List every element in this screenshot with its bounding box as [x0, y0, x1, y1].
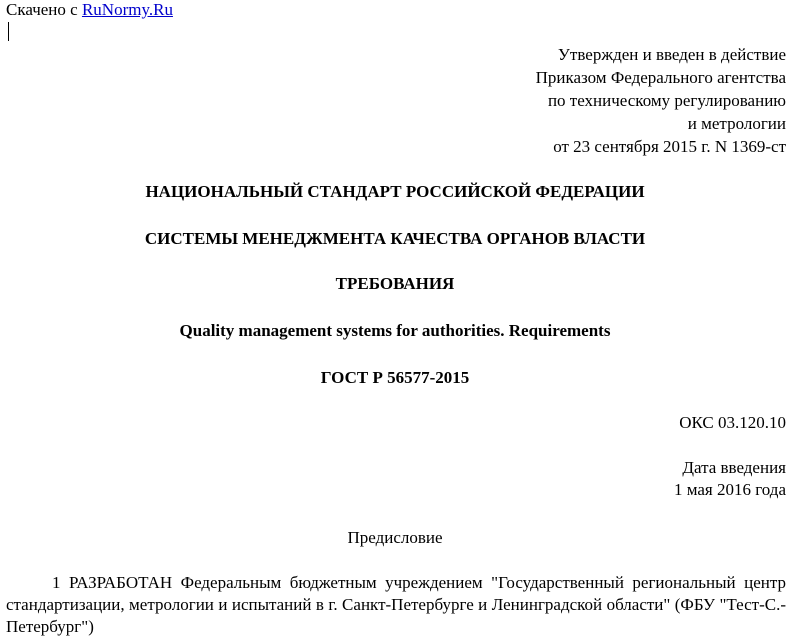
oks-code: ОКС 03.120.10 — [679, 413, 786, 432]
approval-line: Приказом Федерального агентства — [535, 68, 786, 87]
preface-paragraph: 1 РАЗРАБОТАН Федеральным бюджетным учреждением "Государственный региональный центр стандартизации, метрологии и испытаний в г. Санкт-Петербурге и Ленинградской области" (ФБУ "Тест-С.-Петербург") — [6, 573, 786, 636]
source-link[interactable]: RuNormy.Ru — [81, 0, 173, 19]
english-title: Quality management systems for authorities. Requirements — [179, 321, 611, 340]
approval-line: от 23 сентября 2015 г. N 1369-ст — [553, 137, 786, 156]
system-title: СИСТЕМЫ МЕНЕДЖМЕНТА КАЧЕСТВА ОРГАНОВ ВЛАСТИ — [144, 229, 646, 248]
approval-block — [536, 43, 786, 158]
source-prefix: Скачено с — [6, 0, 78, 19]
standard-title: НАЦИОНАЛЬНЫЙ СТАНДАРТ РОССИЙСКОЙ ФЕДЕРАЦИИ — [145, 182, 645, 201]
intro-date-block — [674, 457, 786, 501]
approval-line: Утвержден и введен в действие — [557, 45, 786, 64]
approval-line: и метрологии — [687, 114, 786, 133]
intro-date-label: Дата введения — [682, 458, 786, 477]
intro-date-value: 1 мая 2016 года — [673, 480, 786, 499]
gost-number: ГОСТ Р 56577-2015 — [320, 368, 470, 387]
requirements-title: ТРЕБОВАНИЯ — [335, 274, 455, 293]
text-cursor — [8, 22, 9, 41]
source-line — [6, 0, 173, 19]
preface-heading: Предисловие — [347, 528, 443, 547]
approval-line: по техническому регулированию — [547, 91, 786, 110]
